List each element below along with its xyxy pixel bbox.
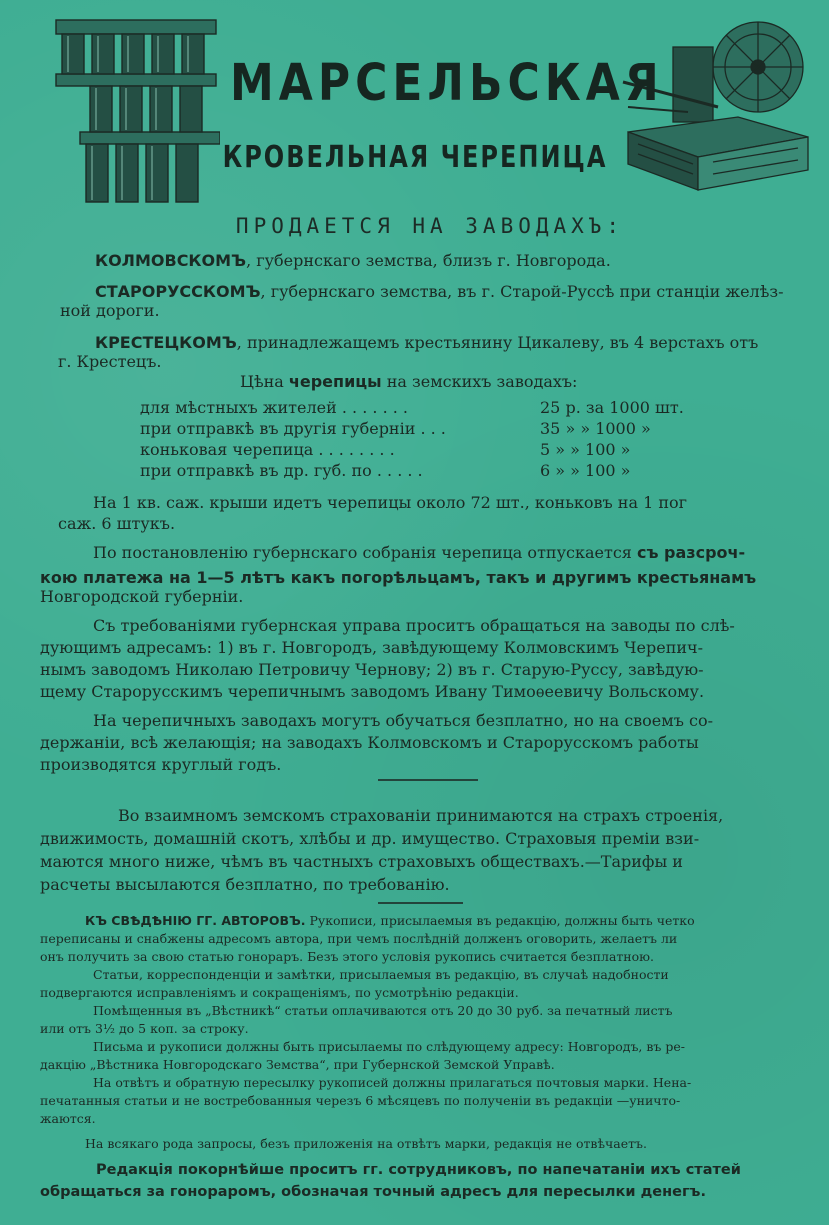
insurance-paragraph: Во взаимномъ земскомъ страхованіи принимаются на страхъ строенія,: [118, 806, 724, 825]
price-value: 35 » » 1000 »: [540, 419, 651, 438]
factory-desc: , губернскаго земства, въ г. Старой-Руссѣ при станціи желѣз-: [260, 282, 784, 301]
paragraph-addresses: Съ требованіями губернская управа проситъ обращаться на заводы по слѣ-: [93, 616, 735, 635]
price-value: 25 р. за 1000 шт.: [540, 398, 684, 417]
insurance-line: маются много ниже, чѣмъ въ частныхъ страховыхъ обществахъ.—Тарифы и: [40, 852, 683, 871]
factory-name: КОЛМОВСКОМЪ: [95, 251, 247, 270]
price-name: коньковая черепица . . . . . . . .: [140, 440, 395, 459]
notice-line: Рукописи, присылаемыя въ редакцію, должны быть четко: [305, 913, 695, 928]
title-line-1: МАРСЕЛЬСКАЯ: [230, 54, 664, 113]
notice-line: или отъ 3½ до 5 коп. за строку.: [40, 1021, 249, 1036]
footer-request-line: обращаться за гонораромъ, обозначая точный адресъ для пересылки денегъ.: [40, 1184, 706, 1200]
price-name: при отправкѣ въ другія губерніи . . .: [140, 419, 446, 438]
price-name: при отправкѣ въ др. губ. по . . . . .: [140, 461, 423, 480]
notice-line: Статьи, корреспонденціи и замѣтки, присылаемыя въ редакцію, въ случаѣ надобности: [93, 967, 669, 982]
notice-line: жаются.: [40, 1111, 96, 1126]
notice-line: онъ получить за свою статью гонораръ. Безъ этого условія рукопись считается безплатною.: [40, 949, 655, 964]
price-name: для мѣстныхъ жителей . . . . . . .: [140, 398, 408, 417]
footer-request: Редакція покорнѣйше проситъ гг. сотрудниковъ, по напечатаніи ихъ статей: [96, 1162, 741, 1178]
price-heading-b: черепицы: [288, 372, 382, 391]
paragraph-line: кою платежа на 1—5 лѣтъ какъ погорѣльцамъ, такъ и другимъ крестьянамъ: [40, 568, 757, 587]
paragraph-line: нымъ заводомъ Николаю Петровичу Чернову; 2) въ г. Старую-Руссу, завѣдую-: [40, 660, 704, 679]
paragraph-tiles-per-sazhen: На 1 кв. саж. крыши идетъ черепицы около 72 шт., коньковъ на 1 пог: [93, 493, 688, 512]
notice-line: переписаны и снабжены адресомъ автора, при чемъ послѣдній долженъ оговорить, желаетъ ли: [40, 931, 678, 946]
price-heading-a: Цѣна: [240, 372, 289, 391]
authors-notice: [85, 912, 815, 930]
notice-line: На отвѣтъ и обратную пересылку рукописей должны прилагаться почтовыя марки. Нена-: [93, 1075, 692, 1090]
notice-line: Помѣщенныя въ „Вѣстникѣ“ статьи оплачиваются отъ 20 до 30 руб. за печатный листъ: [93, 1003, 673, 1018]
paragraph-training: На черепичныхъ заводахъ могутъ обучаться безплатно, но на своемъ со-: [93, 711, 713, 730]
paragraph-line: саж. 6 штукъ.: [58, 514, 176, 533]
paragraph-installments: [93, 540, 813, 566]
factory-desc-cont: г. Крестецъ.: [58, 352, 162, 371]
title-line-2: КРОВЕЛЬНАЯ ЧЕРЕПИЦА: [222, 139, 608, 175]
roof-tiles-illustration: [50, 14, 220, 209]
notice-line: На всякаго рода запросы, безъ приложенія на отвѣтъ марки, редакція не отвѣчаетъ.: [85, 1136, 647, 1151]
paragraph-line: дующимъ адресамъ: 1) въ г. Новгородъ, завѣдующему Колмовскимъ Черепич-: [40, 638, 704, 657]
notice-line: Письма и рукописи должны быть присылаемы по слѣдующему адресу: Новгородъ, въ ре-: [93, 1039, 685, 1054]
divider: [378, 902, 463, 904]
paragraph-line: производятся круглый годъ.: [40, 755, 282, 774]
divider: [378, 779, 478, 781]
factory-name: КРЕСТЕЦКОМЪ: [95, 333, 237, 352]
insurance-line: расчеты высылаются безплатно, по требованію.: [40, 875, 450, 894]
factory-kolmovsky: [95, 248, 815, 274]
notice-line: печатанныя статьи и не востребованныя черезъ 6 мѣсяцевъ по полученіи въ редакціи —уничто-: [40, 1093, 681, 1108]
price-heading: [240, 372, 577, 391]
notice-line: подвергаются исправленіямъ и сокращеніямъ, по усмотрѣнію редакціи.: [40, 985, 519, 1000]
factory-desc-cont: ной дороги.: [60, 301, 160, 320]
paragraph-line: щему Старорусскимъ черепичнымъ заводомъ Ивану Тимоѳеевичу Вольскому.: [40, 682, 705, 701]
notice-line: дакцію „Вѣстника Новгородскаго Земства“, при Губернской Земской Управѣ.: [40, 1057, 555, 1072]
factory-starorussky: [95, 279, 820, 305]
price-heading-c: на земскихъ заводахъ:: [381, 372, 578, 391]
factory-desc: , губернскаго земства, близъ г. Новгорода.: [246, 251, 611, 270]
paragraph-line: держаніи, всѣ желающія; на заводахъ Колмовскомъ и Старорусскомъ работы: [40, 733, 699, 752]
factory-name: СТАРОРУССКОМЪ: [95, 282, 261, 301]
factory-krestetsky: [95, 330, 820, 356]
text-span: По постановленію губернскаго собранія черепица отпускается: [93, 543, 637, 562]
text-span-bold: съ разсроч-: [636, 543, 746, 562]
factory-desc: , принадлежащемъ крестьянину Цикалеву, въ 4 верстахъ отъ: [236, 333, 759, 352]
insurance-line: движимость, домашній скотъ, хлѣбы и др. имущество. Страховыя преміи взи-: [40, 829, 700, 848]
authors-heading: КЪ СВѢДѢНІЮ ГГ. АВТОРОВЪ.: [85, 913, 306, 928]
paragraph-line: Новгородской губерніи.: [40, 587, 244, 606]
price-value: 6 » » 100 »: [540, 461, 631, 480]
price-value: 5 » » 100 »: [540, 440, 631, 459]
sold-heading: ПРОДАЕТСЯ НА ЗАВОДАХЪ:: [235, 214, 625, 238]
